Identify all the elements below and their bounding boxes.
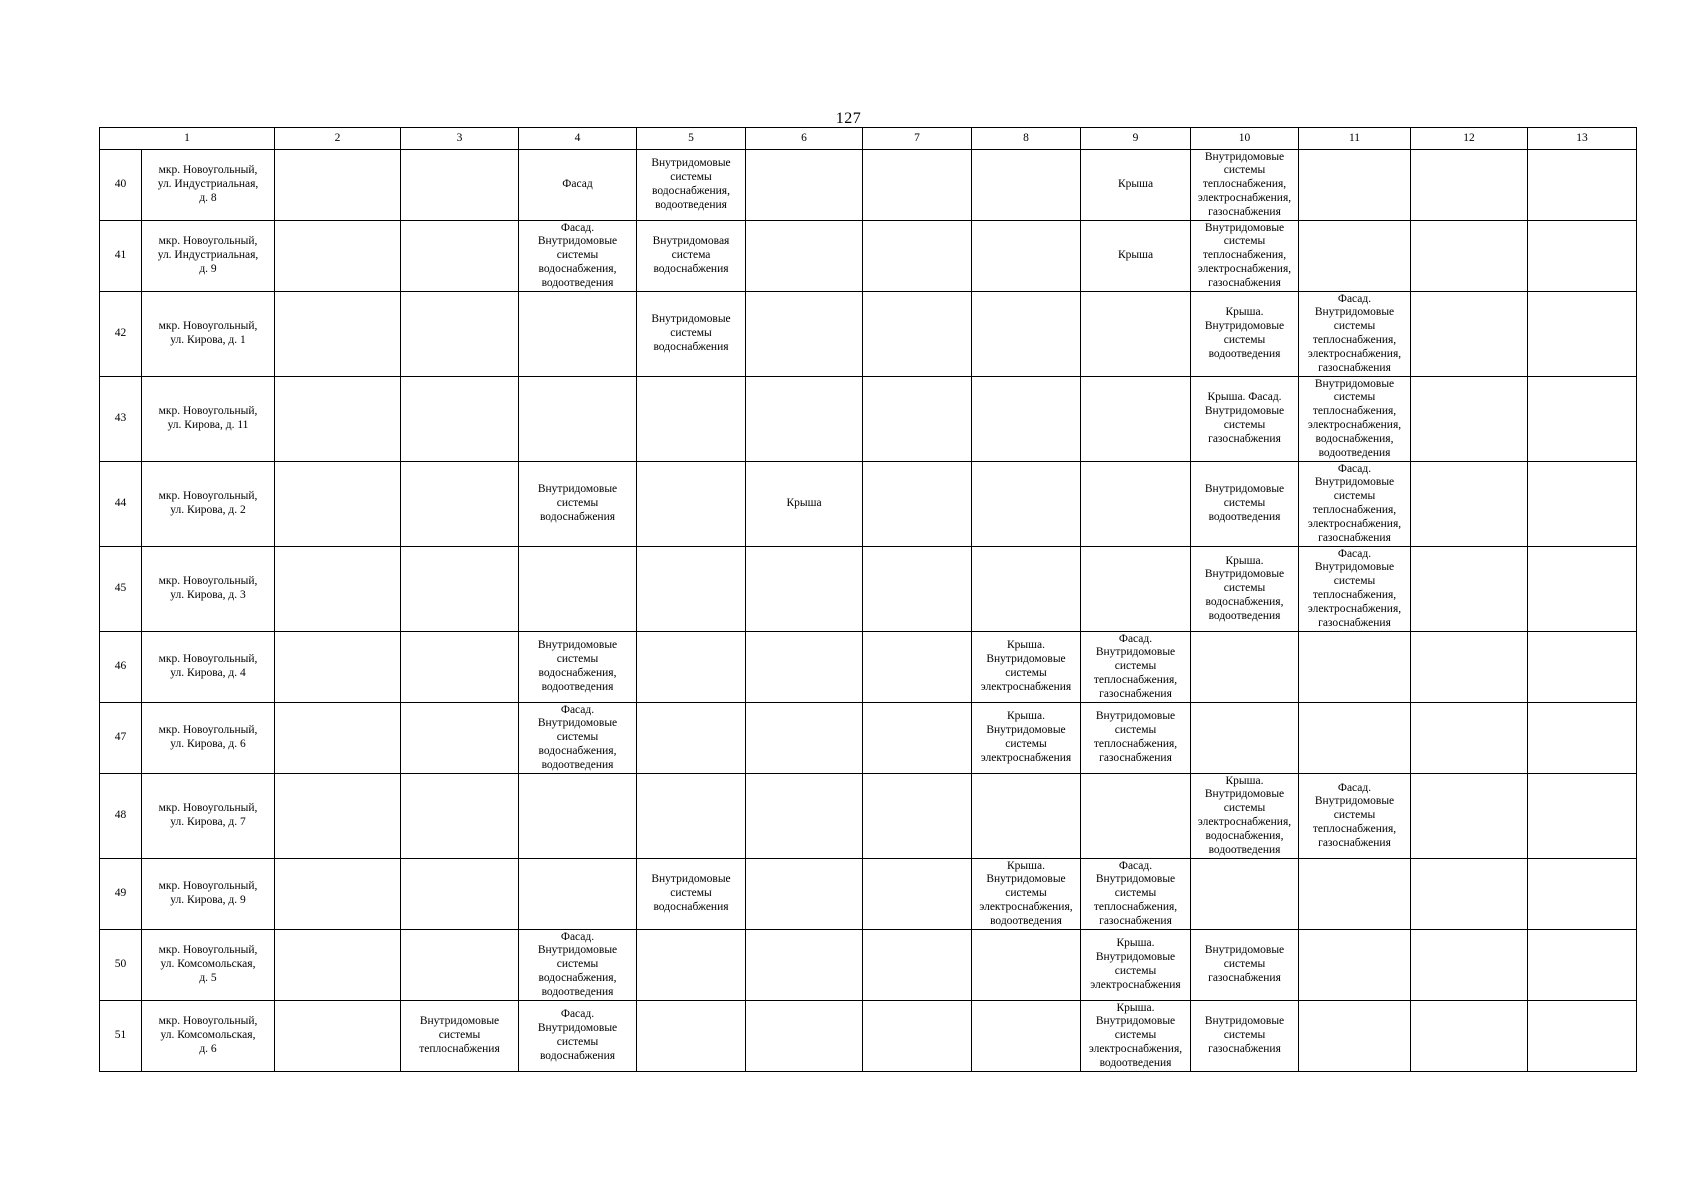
- cell-col-10: Внутридомовые системы теплоснабжения, электроснабжения, газоснабжения: [1191, 221, 1299, 292]
- address-cell: мкр. Новоугольный, ул. Кирова, д. 1: [142, 292, 275, 377]
- cell-col-9: [1081, 377, 1191, 462]
- cell-col-10: Крыша. Внутридомовые системы водоснабжения, водоотведения: [1191, 547, 1299, 632]
- cell-col-11: [1299, 632, 1411, 703]
- cell-col-7: [863, 221, 972, 292]
- cell-col-7: [863, 859, 972, 930]
- cell-col-10: Внутридомовые системы теплоснабжения, электроснабжения, газоснабжения: [1191, 150, 1299, 221]
- cell-col-4: Внутридомовые системы водоснабжения, водоотведения: [519, 632, 637, 703]
- row-number: 49: [100, 859, 142, 930]
- row-number: 44: [100, 462, 142, 547]
- cell-col-5: [637, 1001, 746, 1072]
- header-row: [100, 128, 1637, 150]
- cell-col-3: [401, 150, 519, 221]
- cell-col-11: [1299, 703, 1411, 774]
- table-row: [100, 462, 1637, 547]
- table-row: [100, 150, 1637, 221]
- cell-col-8: [972, 774, 1081, 859]
- cell-col-8: [972, 150, 1081, 221]
- cell-col-7: [863, 547, 972, 632]
- cell-col-3: [401, 930, 519, 1001]
- column-header-3: 3: [401, 128, 519, 150]
- table-row: [100, 703, 1637, 774]
- row-number: 43: [100, 377, 142, 462]
- column-header-10: 10: [1191, 128, 1299, 150]
- cell-col-10: [1191, 632, 1299, 703]
- cell-col-13: [1528, 774, 1637, 859]
- address-cell: мкр. Новоугольный, ул. Кирова, д. 11: [142, 377, 275, 462]
- cell-col-5: [637, 774, 746, 859]
- cell-col-7: [863, 292, 972, 377]
- cell-col-11: [1299, 221, 1411, 292]
- cell-col-11: Фасад. Внутридомовые системы теплоснабжения, электроснабжения, газоснабжения: [1299, 462, 1411, 547]
- cell-col-4: [519, 292, 637, 377]
- row-number: 40: [100, 150, 142, 221]
- cell-col-4: Внутридомовые системы водоснабжения: [519, 462, 637, 547]
- cell-col-11: [1299, 150, 1411, 221]
- address-cell: мкр. Новоугольный, ул. Кирова, д. 6: [142, 703, 275, 774]
- column-header-2: 2: [275, 128, 401, 150]
- cell-col-11: [1299, 930, 1411, 1001]
- cell-col-10: Крыша. Внутридомовые системы электроснабжения, водоснабжения, водоотведения: [1191, 774, 1299, 859]
- cell-col-2: [275, 150, 401, 221]
- cell-col-2: [275, 547, 401, 632]
- cell-col-9: Крыша. Внутридомовые системы электроснабжения: [1081, 930, 1191, 1001]
- cell-col-3: [401, 632, 519, 703]
- cell-col-6: [746, 1001, 863, 1072]
- cell-col-10: Внутридомовые системы газоснабжения: [1191, 930, 1299, 1001]
- table-row: [100, 547, 1637, 632]
- cell-col-3: [401, 462, 519, 547]
- column-header-9: 9: [1081, 128, 1191, 150]
- table-row: [100, 377, 1637, 462]
- cell-col-11: Фасад. Внутридомовые системы теплоснабжения, электроснабжения, газоснабжения: [1299, 292, 1411, 377]
- cell-col-5: [637, 377, 746, 462]
- cell-col-2: [275, 377, 401, 462]
- address-cell: мкр. Новоугольный, ул. Индустриальная, д. 9: [142, 221, 275, 292]
- cell-col-3: [401, 377, 519, 462]
- repair-schedule-table: [99, 127, 1637, 1072]
- cell-col-4: Фасад. Внутридомовые системы водоснабжения, водоотведения: [519, 221, 637, 292]
- cell-col-6: [746, 221, 863, 292]
- cell-col-12: [1411, 1001, 1528, 1072]
- cell-col-8: [972, 377, 1081, 462]
- cell-col-12: [1411, 150, 1528, 221]
- row-number: 48: [100, 774, 142, 859]
- column-header-7: 7: [863, 128, 972, 150]
- cell-col-6: [746, 774, 863, 859]
- cell-col-4: Фасад. Внутридомовые системы водоснабжения: [519, 1001, 637, 1072]
- cell-col-4: [519, 859, 637, 930]
- cell-col-7: [863, 930, 972, 1001]
- cell-col-12: [1411, 930, 1528, 1001]
- cell-col-2: [275, 774, 401, 859]
- cell-col-6: [746, 859, 863, 930]
- row-number: 41: [100, 221, 142, 292]
- cell-col-5: Внутридомовые системы водоснабжения: [637, 292, 746, 377]
- cell-col-8: Крыша. Внутридомовые системы электроснабжения, водоотведения: [972, 859, 1081, 930]
- cell-col-12: [1411, 377, 1528, 462]
- cell-col-4: Фасад: [519, 150, 637, 221]
- cell-col-9: [1081, 774, 1191, 859]
- cell-col-12: [1411, 221, 1528, 292]
- cell-col-2: [275, 930, 401, 1001]
- cell-col-5: Внутридомовые системы водоснабжения: [637, 859, 746, 930]
- cell-col-4: [519, 377, 637, 462]
- table-row: [100, 292, 1637, 377]
- column-header-4: 4: [519, 128, 637, 150]
- column-header-11: 11: [1299, 128, 1411, 150]
- cell-col-7: [863, 150, 972, 221]
- column-header-6: 6: [746, 128, 863, 150]
- table-body: [100, 150, 1637, 1072]
- cell-col-4: [519, 774, 637, 859]
- cell-col-13: [1528, 632, 1637, 703]
- cell-col-10: Внутридомовые системы газоснабжения: [1191, 1001, 1299, 1072]
- cell-col-13: [1528, 377, 1637, 462]
- cell-col-6: [746, 150, 863, 221]
- cell-col-2: [275, 632, 401, 703]
- cell-col-13: [1528, 1001, 1637, 1072]
- cell-col-12: [1411, 632, 1528, 703]
- cell-col-9: [1081, 462, 1191, 547]
- cell-col-13: [1528, 150, 1637, 221]
- cell-col-2: [275, 703, 401, 774]
- cell-col-5: Внутридомовая система водоснабжения: [637, 221, 746, 292]
- cell-col-12: [1411, 703, 1528, 774]
- cell-col-5: [637, 547, 746, 632]
- cell-col-3: [401, 703, 519, 774]
- cell-col-2: [275, 859, 401, 930]
- cell-col-4: Фасад. Внутридомовые системы водоснабжения, водоотведения: [519, 930, 637, 1001]
- row-number: 47: [100, 703, 142, 774]
- cell-col-4: [519, 547, 637, 632]
- cell-col-12: [1411, 462, 1528, 547]
- cell-col-7: [863, 1001, 972, 1072]
- cell-col-8: [972, 930, 1081, 1001]
- cell-col-13: [1528, 221, 1637, 292]
- cell-col-12: [1411, 547, 1528, 632]
- cell-col-8: [972, 547, 1081, 632]
- cell-col-3: [401, 774, 519, 859]
- column-header-13: 13: [1528, 128, 1637, 150]
- cell-col-10: Крыша. Фасад. Внутридомовые системы газоснабжения: [1191, 377, 1299, 462]
- page-number: 127: [835, 110, 862, 127]
- cell-col-9: Крыша: [1081, 221, 1191, 292]
- cell-col-8: [972, 292, 1081, 377]
- cell-col-9: Крыша. Внутридомовые системы электроснабжения, водоотведения: [1081, 1001, 1191, 1072]
- cell-col-5: [637, 462, 746, 547]
- cell-col-9: Фасад. Внутридомовые системы теплоснабжения, газоснабжения: [1081, 632, 1191, 703]
- cell-col-8: Крыша. Внутридомовые системы электроснабжения: [972, 632, 1081, 703]
- address-cell: мкр. Новоугольный, ул. Кирова, д. 2: [142, 462, 275, 547]
- cell-col-5: [637, 632, 746, 703]
- cell-col-9: [1081, 547, 1191, 632]
- cell-col-9: Фасад. Внутридомовые системы теплоснабжения, газоснабжения: [1081, 859, 1191, 930]
- address-cell: мкр. Новоугольный, ул. Индустриальная, д. 8: [142, 150, 275, 221]
- table-row: [100, 1001, 1637, 1072]
- table-row: [100, 859, 1637, 930]
- cell-col-5: [637, 703, 746, 774]
- cell-col-13: [1528, 930, 1637, 1001]
- address-cell: мкр. Новоугольный, ул. Кирова, д. 7: [142, 774, 275, 859]
- cell-col-6: [746, 547, 863, 632]
- row-number: 42: [100, 292, 142, 377]
- cell-col-8: [972, 462, 1081, 547]
- cell-col-11: [1299, 859, 1411, 930]
- cell-col-3: Внутридомовые системы теплоснабжения: [401, 1001, 519, 1072]
- table-row: [100, 632, 1637, 703]
- column-header-8: 8: [972, 128, 1081, 150]
- cell-col-10: Внутридомовые системы водоотведения: [1191, 462, 1299, 547]
- row-number: 46: [100, 632, 142, 703]
- cell-col-6: [746, 292, 863, 377]
- row-number: 45: [100, 547, 142, 632]
- cell-col-3: [401, 547, 519, 632]
- cell-col-13: [1528, 292, 1637, 377]
- address-cell: мкр. Новоугольный, ул. Кирова, д. 9: [142, 859, 275, 930]
- cell-col-8: Крыша. Внутридомовые системы электроснабжения: [972, 703, 1081, 774]
- cell-col-7: [863, 462, 972, 547]
- address-cell: мкр. Новоугольный, ул. Комсомольская, д. 6: [142, 1001, 275, 1072]
- cell-col-11: Внутридомовые системы теплоснабжения, электроснабжения, водоснабжения, водоотведения: [1299, 377, 1411, 462]
- cell-col-6: Крыша: [746, 462, 863, 547]
- row-number: 51: [100, 1001, 142, 1072]
- cell-col-13: [1528, 703, 1637, 774]
- cell-col-11: [1299, 1001, 1411, 1072]
- column-header-1: 1: [100, 128, 275, 150]
- address-cell: мкр. Новоугольный, ул. Кирова, д. 3: [142, 547, 275, 632]
- cell-col-10: [1191, 859, 1299, 930]
- cell-col-2: [275, 292, 401, 377]
- cell-col-7: [863, 774, 972, 859]
- address-cell: мкр. Новоугольный, ул. Кирова, д. 4: [142, 632, 275, 703]
- table-row: [100, 221, 1637, 292]
- row-number: 50: [100, 930, 142, 1001]
- cell-col-7: [863, 377, 972, 462]
- cell-col-2: [275, 1001, 401, 1072]
- cell-col-12: [1411, 292, 1528, 377]
- cell-col-10: [1191, 703, 1299, 774]
- cell-col-9: [1081, 292, 1191, 377]
- cell-col-6: [746, 632, 863, 703]
- cell-col-3: [401, 859, 519, 930]
- column-header-5: 5: [637, 128, 746, 150]
- cell-col-3: [401, 221, 519, 292]
- table-row: [100, 930, 1637, 1001]
- cell-col-11: Фасад. Внутридомовые системы теплоснабжения, газоснабжения: [1299, 774, 1411, 859]
- cell-col-13: [1528, 462, 1637, 547]
- cell-col-3: [401, 292, 519, 377]
- cell-col-7: [863, 703, 972, 774]
- cell-col-2: [275, 462, 401, 547]
- cell-col-8: [972, 1001, 1081, 1072]
- column-header-12: 12: [1411, 128, 1528, 150]
- cell-col-13: [1528, 859, 1637, 930]
- cell-col-2: [275, 221, 401, 292]
- cell-col-12: [1411, 859, 1528, 930]
- cell-col-11: Фасад. Внутридомовые системы теплоснабжения, электроснабжения, газоснабжения: [1299, 547, 1411, 632]
- cell-col-5: [637, 930, 746, 1001]
- cell-col-13: [1528, 547, 1637, 632]
- cell-col-6: [746, 703, 863, 774]
- cell-col-6: [746, 377, 863, 462]
- cell-col-9: Крыша: [1081, 150, 1191, 221]
- cell-col-4: Фасад. Внутридомовые системы водоснабжения, водоотведения: [519, 703, 637, 774]
- cell-col-6: [746, 930, 863, 1001]
- table-header: [100, 128, 1637, 150]
- table-row: [100, 774, 1637, 859]
- cell-col-7: [863, 632, 972, 703]
- address-cell: мкр. Новоугольный, ул. Комсомольская, д. 5: [142, 930, 275, 1001]
- cell-col-8: [972, 221, 1081, 292]
- cell-col-10: Крыша. Внутридомовые системы водоотведения: [1191, 292, 1299, 377]
- cell-col-5: Внутридомовые системы водоснабжения, водоотведения: [637, 150, 746, 221]
- cell-col-9: Внутридомовые системы теплоснабжения, газоснабжения: [1081, 703, 1191, 774]
- cell-col-12: [1411, 774, 1528, 859]
